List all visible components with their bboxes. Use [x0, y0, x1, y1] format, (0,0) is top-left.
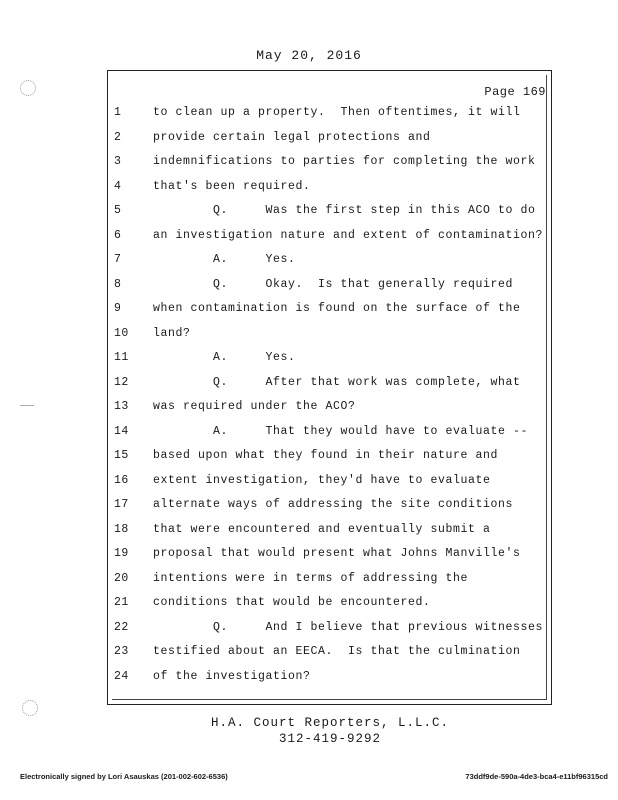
line-text: provide certain legal protections and	[153, 131, 431, 144]
line-number: 2	[114, 131, 122, 144]
line-number: 20	[114, 572, 129, 585]
line-text: that were encountered and eventually submit a	[153, 523, 491, 536]
line-text: testified about an EECA. Is that the culmination	[153, 645, 521, 658]
line-number: 7	[114, 253, 122, 266]
line-number: 14	[114, 425, 129, 438]
line-text: to clean up a property. Then oftentimes, it will	[153, 106, 521, 119]
court-reporter-name: H.A. Court Reporters, L.L.C.	[210, 716, 450, 730]
transcript-date: May 20, 2016	[256, 48, 362, 63]
line-text: proposal that would present what Johns Manville's	[153, 547, 521, 560]
line-number: 21	[114, 596, 129, 609]
line-text: alternate ways of addressing the site conditions	[153, 498, 514, 511]
line-number: 15	[114, 449, 129, 462]
line-number: 10	[114, 327, 129, 340]
electronic-signature: Electronically signed by Lori Asauskas (201-002-602-6536)	[20, 772, 228, 781]
line-text: conditions that would be encountered.	[153, 596, 431, 609]
line-text: an investigation nature and extent of contamination?	[153, 229, 544, 242]
line-text: of the investigation?	[153, 670, 311, 683]
line-number: 16	[114, 474, 129, 487]
line-number: 22	[114, 621, 129, 634]
document-hash: 73ddf9de-590a-4de3-bca4-e11bf96315cd	[465, 772, 608, 781]
line-number: 1	[114, 106, 122, 119]
line-text: was required under the ACO?	[153, 400, 356, 413]
court-reporter-phone: 312-419-9292	[278, 732, 381, 746]
scan-speck	[20, 405, 34, 406]
line-text: when contamination is found on the surface of the	[153, 302, 521, 315]
line-text: A. Yes.	[153, 351, 296, 364]
line-number: 6	[114, 229, 122, 242]
line-text: intentions were in terms of addressing the	[153, 572, 469, 585]
line-number: 19	[114, 547, 129, 560]
line-number: 4	[114, 180, 122, 193]
punch-hole-mark	[22, 700, 38, 716]
line-text: Q. And I believe that previous witnesses	[153, 621, 544, 634]
line-text: indemnifications to parties for completing the work	[153, 155, 536, 168]
line-number: 13	[114, 400, 129, 413]
line-number: 18	[114, 523, 129, 536]
line-number: 11	[114, 351, 129, 364]
line-text: land?	[153, 327, 191, 340]
line-number: 3	[114, 155, 122, 168]
line-number: 9	[114, 302, 122, 315]
line-number: 17	[114, 498, 129, 511]
line-text: Q. Was the first step in this ACO to do	[153, 204, 536, 217]
punch-hole-mark	[20, 80, 36, 96]
line-text: that's been required.	[153, 180, 311, 193]
line-number: 23	[114, 645, 129, 658]
line-text: Q. After that work was complete, what	[153, 376, 521, 389]
line-text: extent investigation, they'd have to evaluate	[153, 474, 491, 487]
line-text: based upon what they found in their nature and	[153, 449, 499, 462]
line-number: 24	[114, 670, 129, 683]
line-number: 5	[114, 204, 122, 217]
line-text: Q. Okay. Is that generally required	[153, 278, 514, 291]
line-text: A. Yes.	[153, 253, 296, 266]
line-number: 8	[114, 278, 122, 291]
line-number: 12	[114, 376, 129, 389]
line-text: A. That they would have to evaluate --	[153, 425, 529, 438]
page-number: Page 169	[484, 85, 546, 99]
